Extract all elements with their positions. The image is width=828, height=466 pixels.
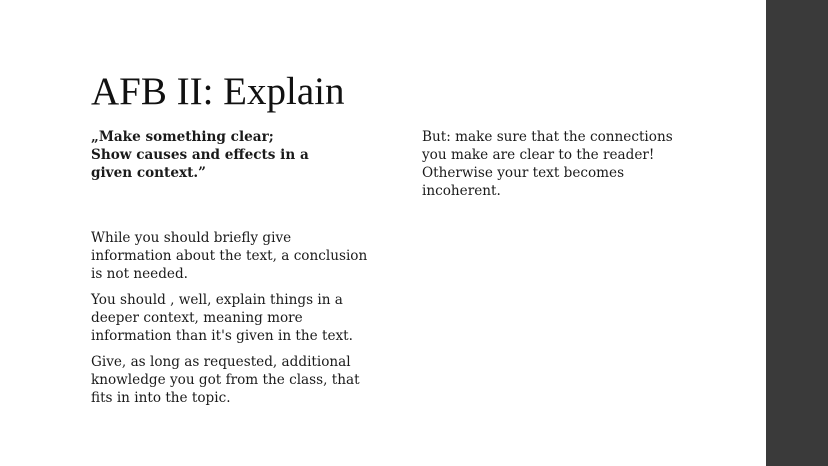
paragraph-line: incoherent. <box>422 183 501 199</box>
paragraph-line: you make are clear to the reader! <box>422 147 655 163</box>
paragraph-line: But: make sure that the connections <box>422 129 673 145</box>
paragraph-line: is not needed. <box>91 266 188 282</box>
quote-line: given context.” <box>91 165 206 181</box>
paragraph-line: knowledge you got from the class, that <box>91 372 360 388</box>
paragraph-line: While you should briefly give <box>91 230 292 246</box>
paragraph-line: Otherwise your text becomes <box>422 165 625 181</box>
quote-line: Show causes and effects in a <box>91 147 309 163</box>
quote-line: „Make something clear; <box>91 129 274 145</box>
paragraph-line: deeper context, meaning more <box>91 310 303 326</box>
paragraph-brief-info <box>91 229 401 283</box>
slide-title: AFB II: Explain <box>91 70 345 113</box>
paragraph-line: Give, as long as requested, additional <box>91 354 351 370</box>
left-column <box>91 128 401 407</box>
paragraph-line: information about the text, a conclusion <box>91 248 368 264</box>
paragraph-line: information than it's given in the text. <box>91 328 353 344</box>
slide-side-bar <box>766 0 828 466</box>
definition-quote <box>91 128 401 182</box>
right-column <box>422 128 722 200</box>
paragraph-connections-note <box>422 128 722 200</box>
paragraph-line: You should , well, explain things in a <box>91 292 343 308</box>
paragraph-deeper-context <box>91 291 401 345</box>
paragraph-additional-knowledge <box>91 353 401 407</box>
paragraph-line: fits in into the topic. <box>91 390 231 406</box>
